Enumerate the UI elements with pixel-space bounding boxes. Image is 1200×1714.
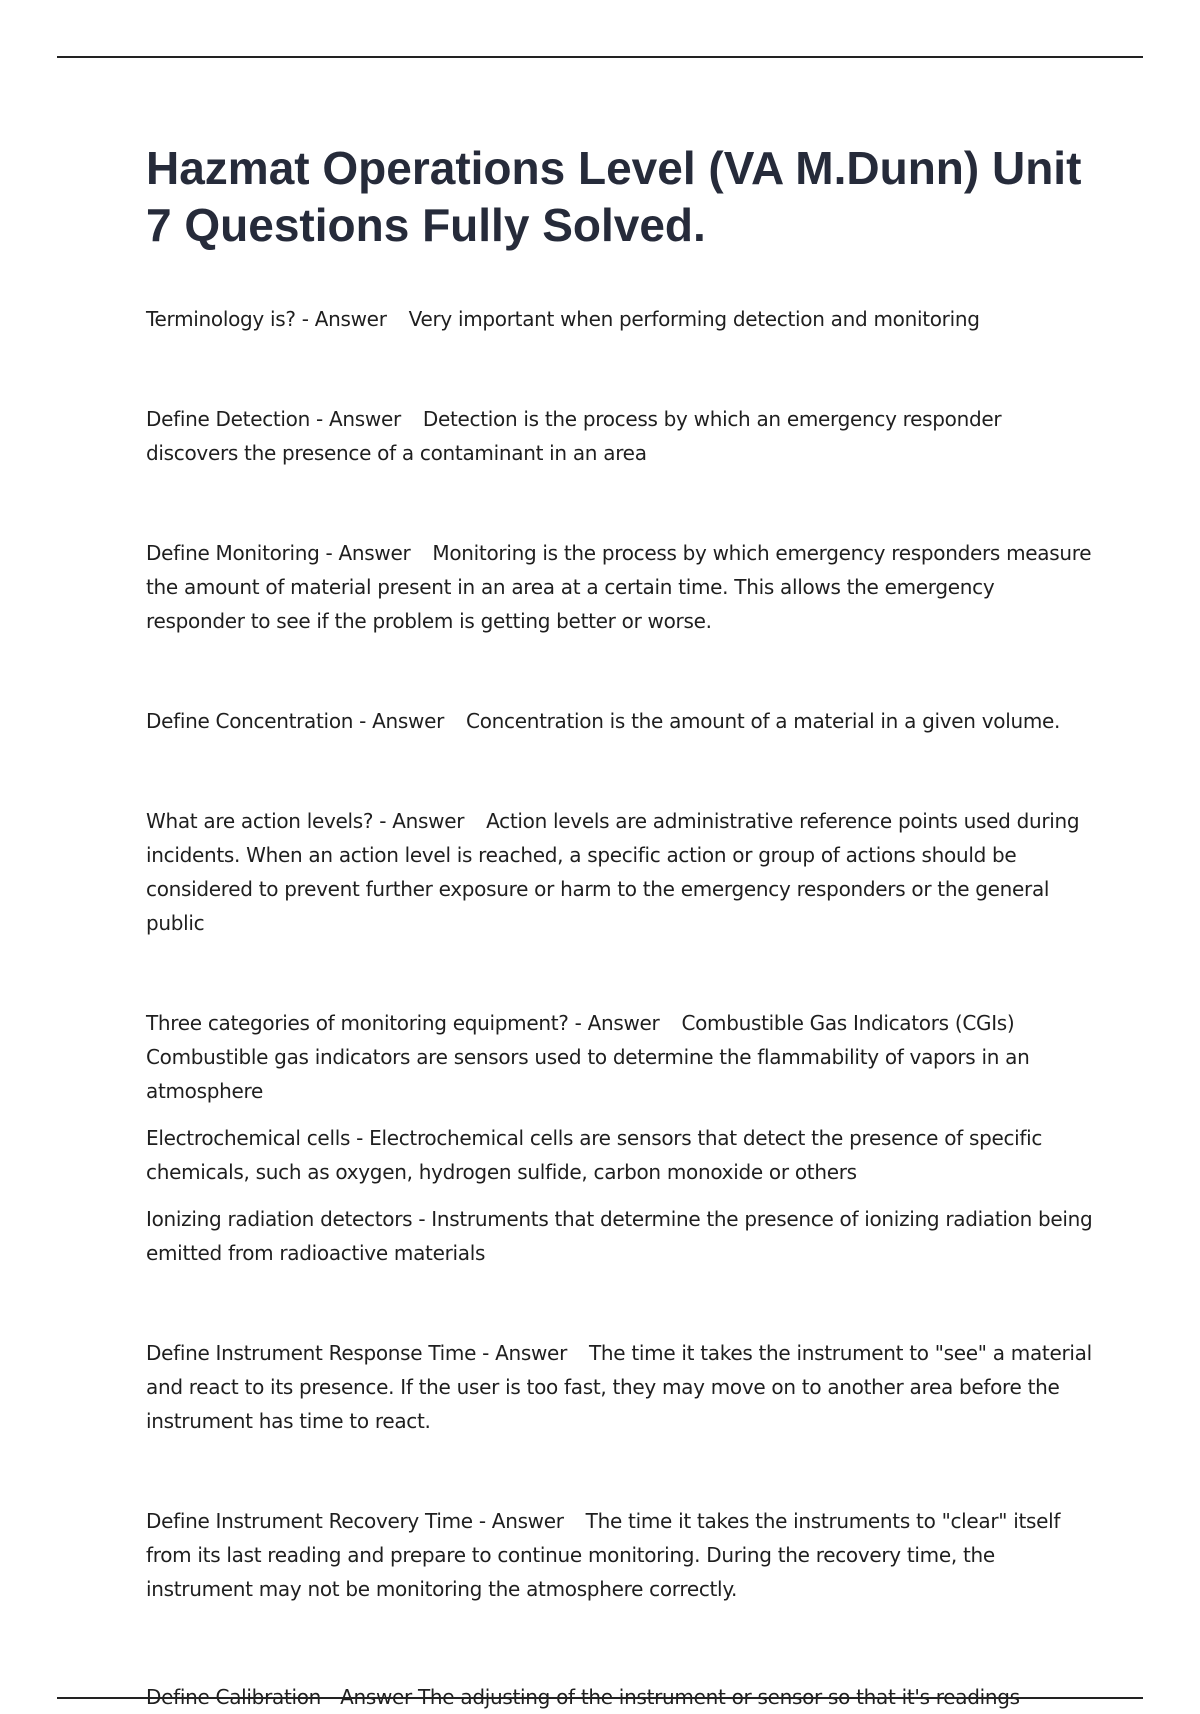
answer-text: Detection is the process by which an emergency responder discovers the presence of a contaminant in an area — [146, 407, 1002, 465]
qa-entry — [146, 1336, 1096, 1438]
document-body — [146, 140, 1096, 1672]
qa-entry — [146, 302, 1096, 336]
question-text: Terminology is? - Answer — [146, 307, 387, 331]
answer-text: Electrochemical cells - Electrochemical cells are sensors that detect the presence of specific chemicals, such as oxygen, hydrogen sulfide, carbon monoxide or others — [146, 1126, 1043, 1184]
answer-text: Ionizing radiation detectors - Instruments that determine the presence of ionizing radiation being emitted from radioactive materials — [146, 1207, 1093, 1265]
answer-text: Action levels are administrative reference points used during incidents. When an action level is reached, a specific action or group of actions should be considered to prevent further exposure or harm to the emergency responders or the general public — [146, 809, 1080, 935]
answer-text: The time it takes the instruments to "clear" itself from its last reading and prepare to continue monitoring. During the recovery time, the instrument may not be monitoring the atmosphere correctly. — [146, 1509, 1061, 1601]
question-text: Define Detection - Answer — [146, 407, 401, 431]
qa-entry — [146, 402, 1096, 470]
answer-text: Concentration is the amount of a material in a given volume. — [466, 709, 1061, 733]
qa-entry — [146, 804, 1096, 940]
qa-continuation — [146, 1121, 1096, 1189]
question-text: What are action levels? - Answer — [146, 809, 465, 833]
answer-text: The time it takes the instrument to "see" a material and react to its presence. If the user is too fast, they may move on to another area before the instrument has time to react. — [146, 1341, 1092, 1433]
answer-text: Very important when performing detection and monitoring — [408, 307, 980, 331]
qa-entry — [146, 536, 1096, 638]
question-text: Define Concentration - Answer — [146, 709, 445, 733]
question-text: Three categories of monitoring equipment? - Answer — [146, 1011, 660, 1035]
bottom-rule — [57, 1697, 1143, 1699]
cutoff-line: Define Calibration - Answer The adjusting of the instrument or sensor so that it's readings — [146, 1685, 1020, 1709]
answer-text: Combustible Gas Indicators (CGIs) Combustible gas indicators are sensors used to determine the flammability of vapors in an atmosphere — [146, 1011, 1030, 1103]
question-text: Define Instrument Response Time - Answer — [146, 1341, 567, 1365]
qa-continuation — [146, 1202, 1096, 1270]
qa-entry — [146, 1006, 1096, 1108]
question-text: Define Instrument Recovery Time - Answer — [146, 1509, 564, 1533]
document-title: Hazmat Operations Level (VA M.Dunn) Unit 7 Questions Fully Solved. — [146, 142, 1082, 251]
answer-text: Monitoring is the process by which emergency responders measure the amount of material present in an area at a certain time. This allows the emergency responder to see if the problem is getting better or worse. — [146, 541, 1092, 633]
qa-entry — [146, 1504, 1096, 1606]
qa-entry — [146, 704, 1096, 738]
top-rule — [57, 56, 1143, 58]
question-text: Define Monitoring - Answer — [146, 541, 411, 565]
